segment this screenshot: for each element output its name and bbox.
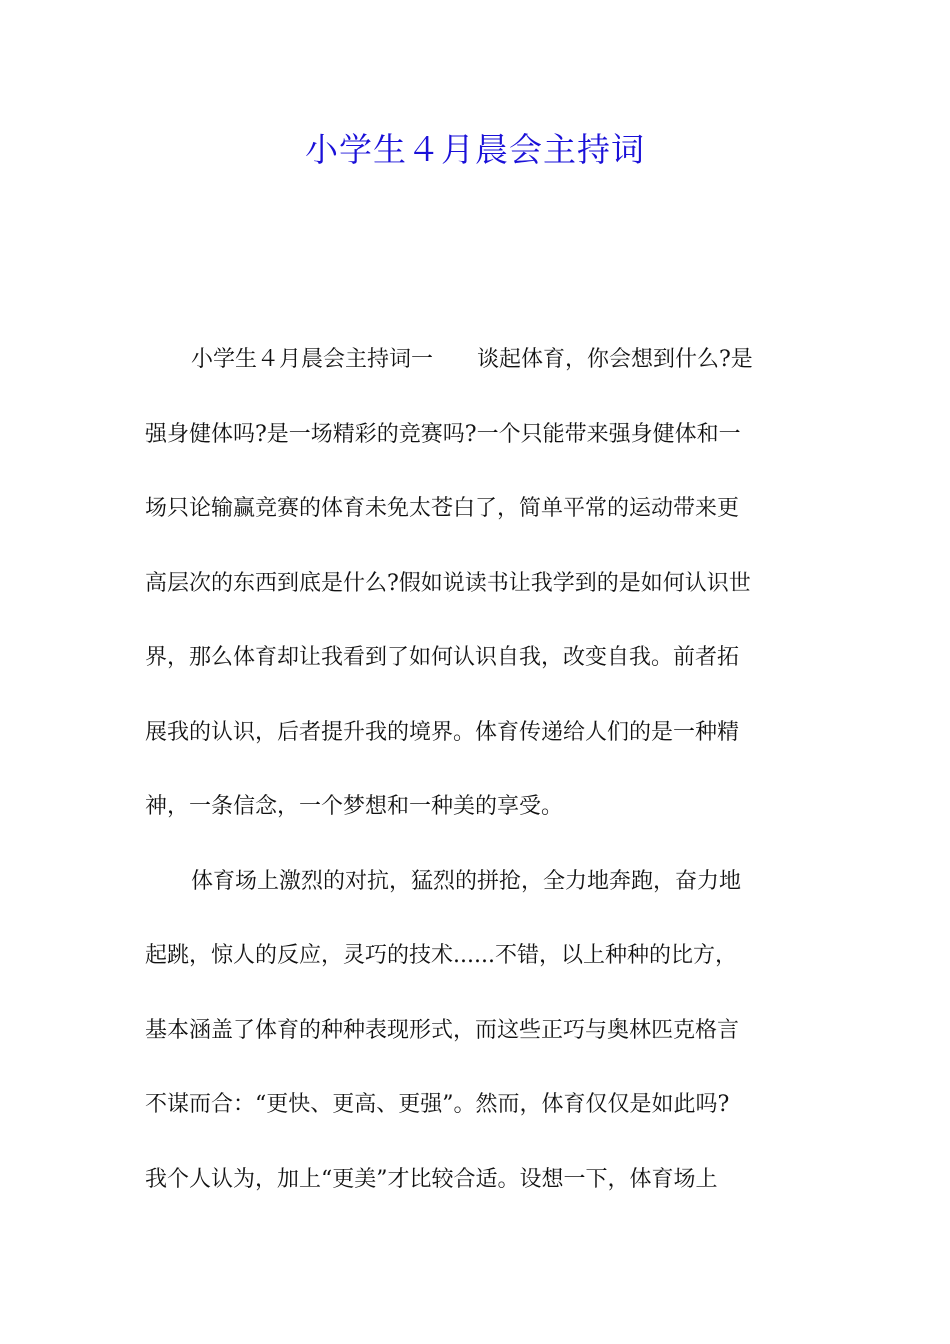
- paragraph-line: 界，那么体育却让我看到了如何认识自我，改变自我。前者拓: [145, 645, 740, 670]
- document-body: [145, 336, 810, 1230]
- paragraph-line: 小学生４月晨会主持词一 谈起体育，你会想到什么?是: [191, 347, 753, 372]
- paragraph-line: 基本涵盖了体育的种种表现形式，而这些正巧与奥林匹克格言: [145, 1017, 740, 1043]
- paragraph-line: 展我的认识，后者提升我的境界。体育传递给人们的是一种精: [145, 719, 740, 745]
- paragraph-line: 我个人认为，加上“更美”才比较合适。设想一下，体育场上: [145, 1166, 718, 1192]
- paragraph-line: 场只论输赢竞赛的体育未免太苍白了，简单平常的运动带来更: [145, 496, 740, 521]
- document-title: 小学生４月晨会主持词: [305, 130, 645, 169]
- paragraph-line: 体育场上激烈的对抗，猛烈的拼抢，全力地奔跑，奋力地: [191, 868, 742, 894]
- paragraph-line: 神，一条信念，一个梦想和一种美的享受。: [145, 794, 564, 819]
- paragraph-line: 强身健体吗?是一场精彩的竞赛吗?一个只能带来强身健体和一: [145, 421, 741, 447]
- paragraph-line: 高层次的东西到底是什么?假如说读书让我学到的是如何认识世: [145, 570, 751, 596]
- paragraph-line: 起跳，惊人的反应，灵巧的技术......不错，以上种种的比方，: [145, 943, 737, 968]
- paragraph-line: 不谋而合：“更快、更高、更强”。然而，体育仅仅是如此吗?: [145, 1092, 730, 1117]
